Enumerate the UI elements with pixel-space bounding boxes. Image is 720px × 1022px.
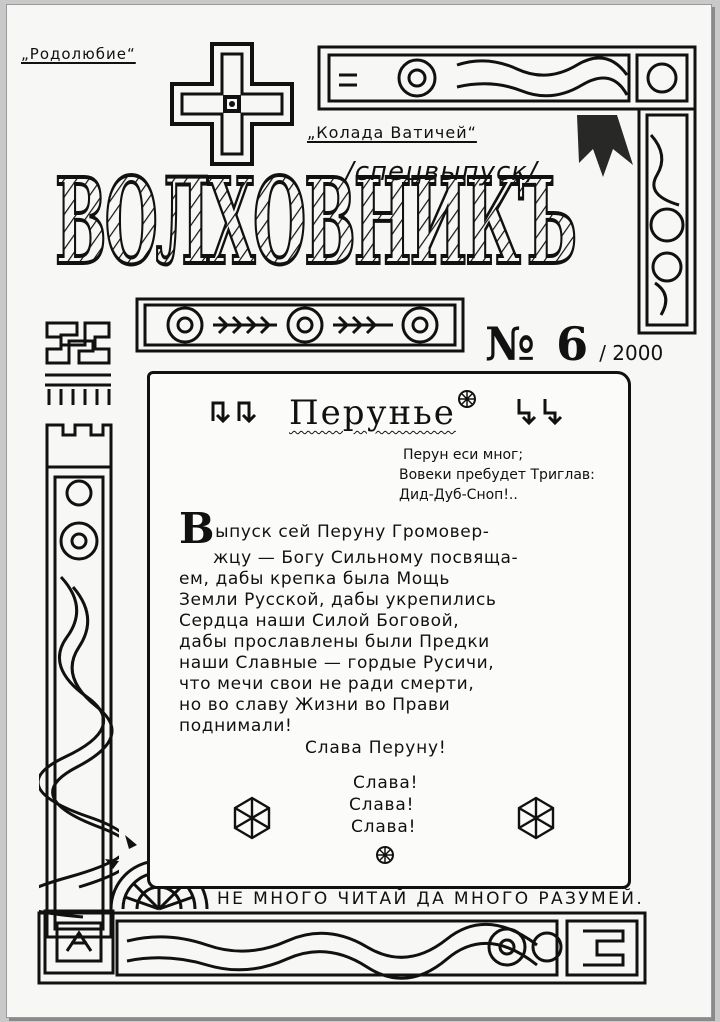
body-line: но во славу Жизни во Прави bbox=[179, 695, 451, 715]
article-title-text: Перунье bbox=[289, 393, 456, 433]
issue-number: 6 bbox=[556, 317, 589, 371]
body-line-text: ыпуск сей Перуну Громовер- bbox=[215, 522, 490, 542]
slava-perunu: Слава Перуну! bbox=[305, 738, 447, 758]
subtitle-text: „Колада Ватичей“ bbox=[307, 123, 477, 142]
epigraph-line: Перун еси мног; bbox=[403, 447, 524, 463]
footer-motto: НЕ МНОГО ЧИТАЙ ДА МНОГО РАЗУМЕЙ. bbox=[217, 889, 645, 909]
title-band-ornament bbox=[135, 295, 465, 357]
body-line: Сердца наши Силой Боговой, bbox=[179, 611, 460, 631]
body-line: дабы прославлены были Предки bbox=[179, 632, 490, 652]
article-body bbox=[179, 504, 609, 737]
series-tag-text: „Родолюбие“ bbox=[21, 45, 136, 63]
issue-mark: № bbox=[485, 317, 535, 371]
body-line: ем, дабы крепка была Мощь bbox=[179, 569, 450, 589]
drop-cap: В bbox=[179, 504, 216, 553]
star-icon bbox=[457, 389, 477, 409]
article-title bbox=[289, 393, 456, 433]
body-line: поднимали! bbox=[179, 716, 293, 736]
masthead-title bbox=[49, 113, 584, 298]
rune-arrows-right-icon bbox=[513, 395, 569, 427]
hex-star-icon bbox=[513, 795, 559, 841]
body-line: жцу — Богу Сильному посвяща- bbox=[213, 548, 519, 568]
rune-arrows-left-icon bbox=[209, 395, 265, 427]
body-line: наши Славные — гордые Русичи, bbox=[179, 653, 495, 673]
slava-line: Слава! bbox=[353, 773, 419, 793]
special-issue-label: /спецвыпуск/ bbox=[345, 157, 538, 187]
slava-line: Слава! bbox=[349, 795, 415, 815]
epigraph bbox=[399, 445, 634, 505]
star-icon bbox=[375, 845, 395, 865]
masthead-title-text: ВОЛХОВНИКЪ bbox=[55, 152, 575, 291]
body-line: что мечи свои не ради смерти, bbox=[179, 674, 475, 694]
bottom-frame-ornament bbox=[37, 911, 647, 987]
series-tag bbox=[21, 45, 136, 63]
epigraph-line: Дид-Дуб-Сноп!.. bbox=[399, 487, 518, 503]
issue-year: / 2000 bbox=[599, 341, 664, 365]
newsletter-page bbox=[6, 4, 712, 1018]
body-line: Земли Русской, дабы укрепились bbox=[179, 590, 497, 610]
slava-line: Слава! bbox=[351, 817, 417, 837]
hex-star-icon bbox=[229, 795, 275, 841]
issue-number-block bbox=[485, 317, 663, 371]
epigraph-line: Вовеки пребудет Триглав: bbox=[399, 467, 595, 483]
body-line bbox=[179, 504, 609, 553]
